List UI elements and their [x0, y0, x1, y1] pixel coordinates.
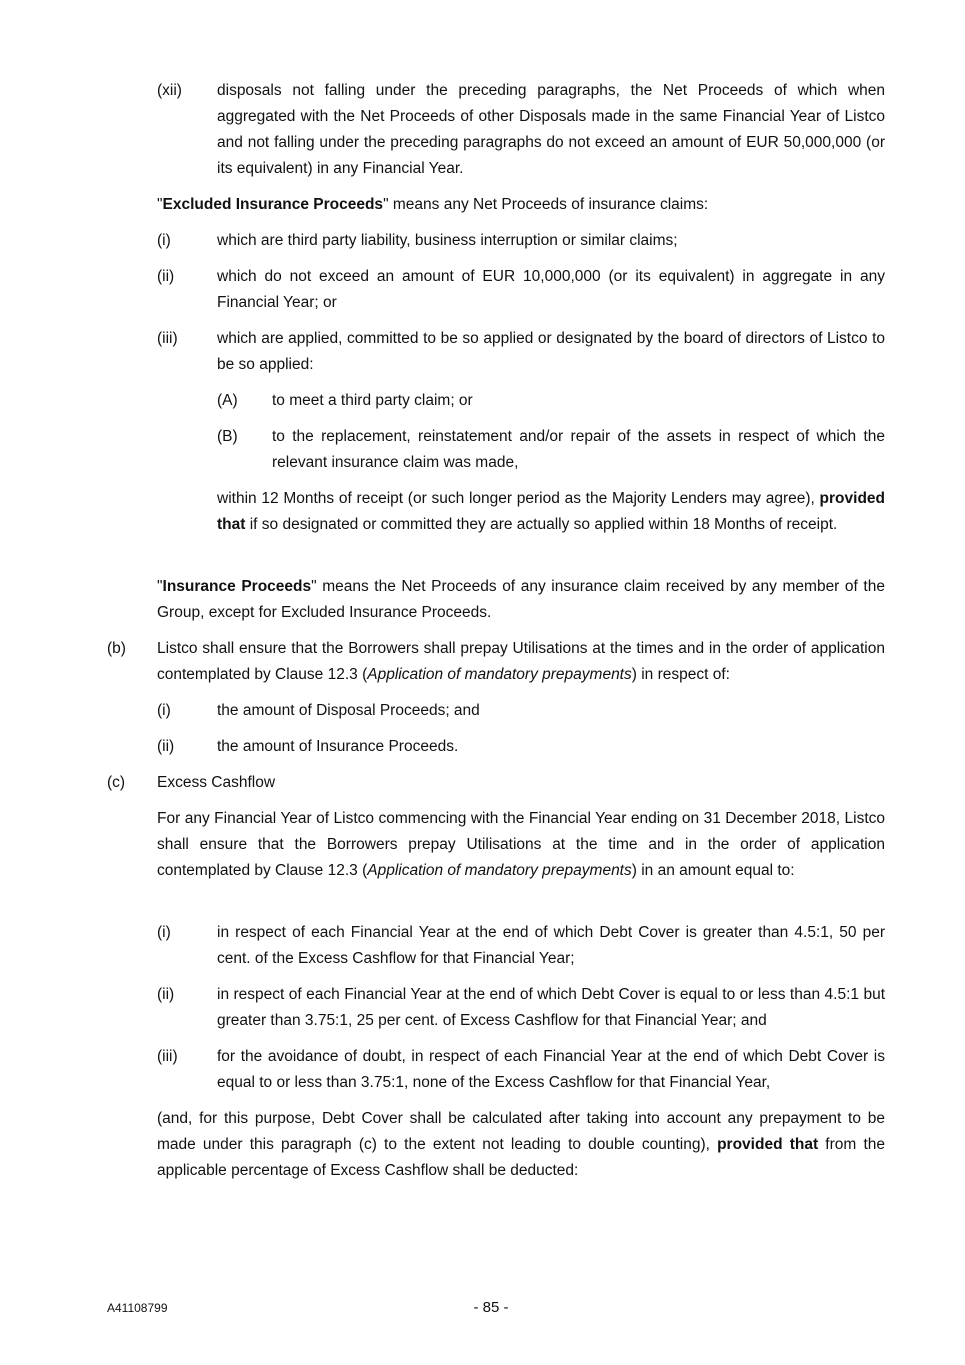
quote-mark: " [157, 196, 163, 213]
definition-excluded-insurance-proceeds [157, 192, 885, 218]
clause-text: in respect of each Financial Year at the end of which Debt Cover is equal to or less than 4.5:1 but greater than 3.75:1, 25 per cent. of Excess Cashflow for that Financial Year; and [217, 986, 885, 1029]
clause-text: for the avoidance of doubt, in respect of each Financial Year at the end of which Debt Cover is equal to or less than 3.75:1, none of the Excess Cashflow for that Financial Year, [217, 1048, 885, 1091]
clause-text: the amount of Insurance Proceeds. [217, 738, 459, 755]
clause-label: (ii) [157, 268, 175, 285]
paragraph-b-text [157, 636, 885, 688]
subclause-label: (B) [217, 428, 238, 445]
paragraph-label-b: (b) [107, 640, 126, 657]
clause-label: (ii) [157, 738, 175, 755]
clause-label: (ii) [157, 986, 175, 1003]
subclause-text: to the replacement, reinstatement and/or repair of the assets in respect of which the relevant insurance claim was made, [272, 428, 885, 471]
definition-text: " means the Net Proceeds of any insurance claim received by any member of the Group, except for Excluded Insurance Proceeds. [157, 578, 885, 621]
defined-term: Excluded Insurance Proceeds [162, 196, 384, 213]
clause-label-xii: (xii) [157, 82, 182, 99]
proviso-paragraph [217, 486, 885, 538]
italic-run: Application of mandatory prepayments [367, 666, 632, 683]
text-run: within 12 Months of receipt (or such longer period as the Majority Lenders may agree), [217, 490, 820, 507]
definition-insurance-proceeds [157, 574, 885, 626]
text-run: ) in an amount equal to: [631, 862, 795, 879]
quote-mark: " [157, 578, 163, 595]
text-run: ) in respect of: [631, 666, 730, 683]
page-number: - 85 - [473, 1299, 509, 1316]
clause-text: in respect of each Financial Year at the end of which Debt Cover is greater than 4.5:1, 50 per cent. of the Excess Cashflow for that Financial Year; [217, 924, 885, 967]
text-run: from the applicable percentage of Excess Cashflow shall be deducted: [157, 1136, 885, 1179]
subclause-label: (A) [217, 392, 238, 409]
defined-term: Insurance Proceeds [162, 578, 312, 595]
clause-text: which are third party liability, business interruption or similar claims; [217, 232, 678, 249]
bold-run: provided that [217, 490, 885, 533]
clause-label: (i) [157, 702, 171, 719]
paragraph-label-c: (c) [107, 774, 126, 791]
definition-text: " means any Net Proceeds of insurance claims: [383, 196, 709, 213]
document-reference: A41108799 [107, 1301, 168, 1315]
clause-label: (i) [157, 924, 171, 941]
clause-text: which are applied, committed to be so applied or designated by the board of directors of Listco to be so applied: [217, 330, 885, 373]
closing-paragraph [157, 1106, 885, 1184]
paragraph-c-heading: Excess Cashflow [157, 774, 276, 791]
bold-run: provided that [717, 1136, 819, 1153]
paragraph-c-body [157, 806, 885, 884]
clause-xii-text: disposals not falling under the preceding paragraphs, the Net Proceeds of which when aggregated with the Net Proceeds of other Disposals made in the same Financial Year of Listco and not falling under the preceding paragraphs do not exceed an amount of EUR 50,000,000 (or its equivalent) in any Financial Year. [217, 82, 885, 177]
clause-label: (iii) [157, 1048, 178, 1065]
clause-text: the amount of Disposal Proceeds; and [217, 702, 480, 719]
clause-label: (i) [157, 232, 171, 249]
clause-text: which do not exceed an amount of EUR 10,000,000 (or its equivalent) in aggregate in any Financial Year; or [217, 268, 885, 311]
text-run: For any Financial Year of Listco commencing with the Financial Year ending on 31 December 2018, Listco shall ensure that the Borrowers prepay Utilisations at the time and in the order of application contemplated by Clause 12.3 ( [157, 810, 885, 879]
text-run: Listco shall ensure that the Borrowers shall prepay Utilisations at the times and in the order of application contemplated by Clause 12.3 ( [157, 640, 885, 683]
clause-label: (iii) [157, 330, 178, 347]
text-run: if so designated or committed they are actually so applied within 18 Months of receipt. [245, 516, 838, 533]
text-run: (and, for this purpose, Debt Cover shall be calculated after taking into account any prepayment to be made under this paragraph (c) to the extent not leading to double counting), [157, 1110, 885, 1153]
subclause-text: to meet a third party claim; or [272, 392, 473, 409]
italic-run: Application of mandatory prepayments [367, 862, 632, 879]
